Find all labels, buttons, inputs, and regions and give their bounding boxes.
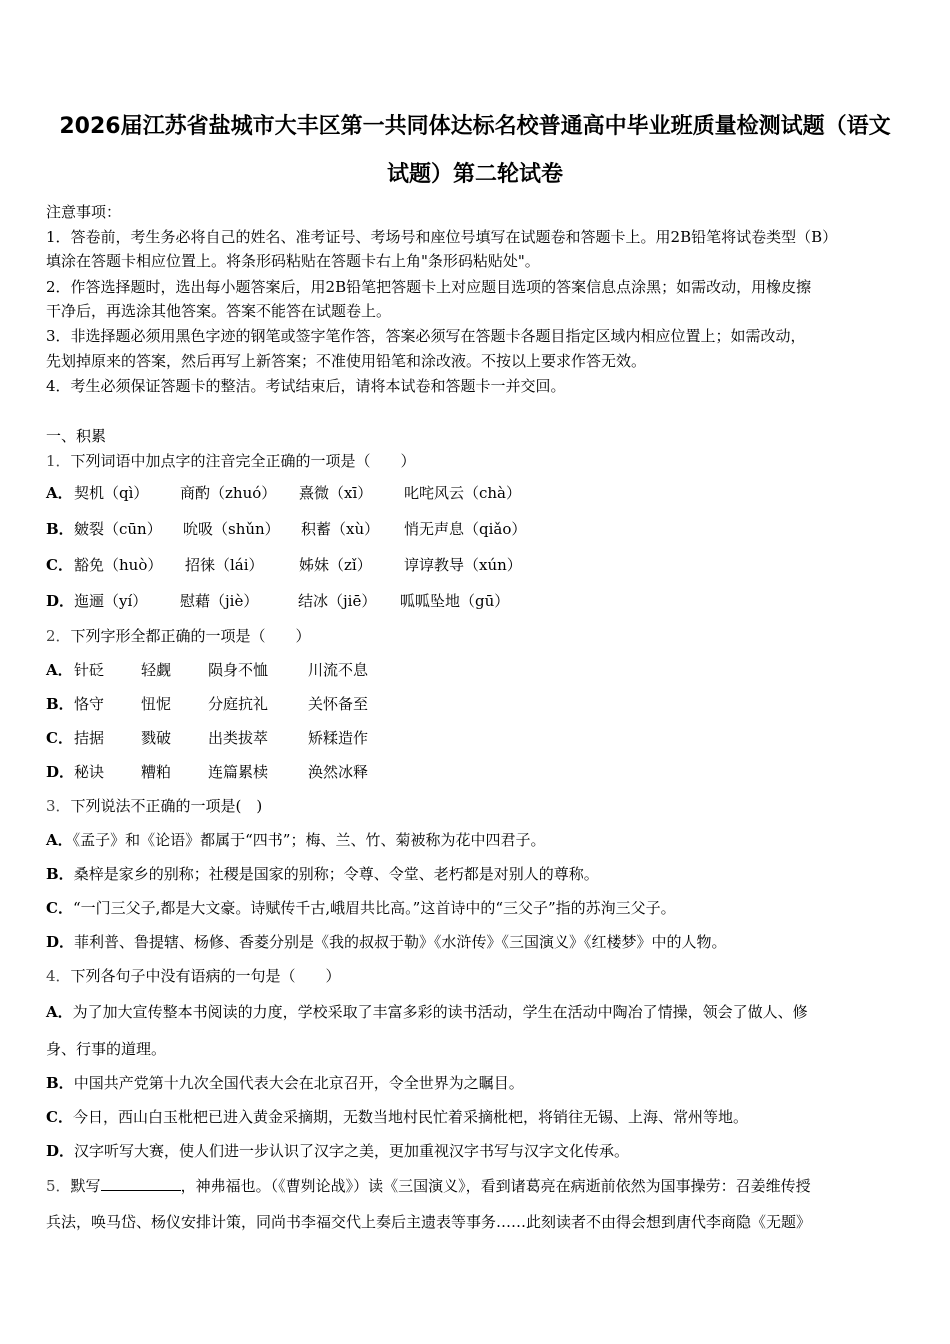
q3-option-c (46, 898, 676, 918)
option-label: B． (46, 520, 74, 538)
question-stem-post: ，神弗福也。（《曹刿论战》）读《三国演义》，看到诸葛亮在病逝前依然为国事操劳：召姜维传授 (180, 1177, 811, 1195)
option-label: A． (46, 661, 73, 679)
option-item: 呱呱坠地（gū） (400, 592, 510, 610)
option-label: D． (46, 763, 75, 781)
question-5 (46, 1176, 811, 1196)
notice-line: 4．考生必须保证答题卡的整洁。考试结束后，请将本试卷和答题卡一并交回。 (46, 377, 566, 395)
option-label: A． (46, 1003, 73, 1021)
option-item: 拮据 (74, 729, 105, 747)
option-item: 悄无声息（qiǎo） (404, 520, 527, 538)
option-item: 恪守 (74, 695, 105, 713)
question-number: 3． (46, 797, 71, 815)
option-label: C． (46, 729, 73, 747)
question-5-line-2: 兵法，唤马岱、杨仪安排计策，同尚书李福交代上奏后主遗表等事务……此刻读者不由得会想到唐代李商隐《无题》 (46, 1213, 812, 1231)
option-item: 针砭 (74, 661, 105, 679)
question-stem: 下列各句子中没有语病的一句是（ ） (70, 967, 341, 985)
option-label: B． (46, 865, 74, 883)
option-text: “一门三父子,都是大文豪。诗赋传千古,峨眉共比高。”这首诗中的“三父子”指的苏洵三父子。 (72, 899, 676, 917)
notice-line: 1．答卷前，考生务必将自己的姓名、准考证号、考场号和座位号填写在试题卷和答题卡上。用2B铅笔将试卷类型（B） (46, 228, 838, 246)
question-number: 2． (46, 627, 71, 645)
option-item: 陨身不恤 (208, 661, 269, 679)
option-item: 迤逦（yí） (74, 592, 148, 610)
question-stem-pre: 默写 (70, 1177, 101, 1195)
option-label: C． (46, 899, 73, 917)
question-stem: 下列说法不正确的一项是( ) (70, 797, 263, 815)
option-item: 谆谆教导（xún） (404, 556, 522, 574)
option-label: D． (46, 592, 75, 610)
q3-option-a (46, 830, 545, 850)
option-label: D． (46, 1142, 75, 1160)
q4-option-b (46, 1073, 524, 1093)
option-label: B． (46, 695, 74, 713)
question-number: 5． (46, 1177, 71, 1195)
question-4 (46, 966, 341, 986)
option-item: 秘诀 (74, 763, 105, 781)
notice-line: 填涂在答题卡相应位置上。将条形码粘贴在答题卡右上角"条形码粘贴处"。 (46, 252, 540, 270)
question-number: 4． (46, 967, 71, 985)
option-item: 戮破 (141, 729, 172, 747)
option-label: C． (46, 556, 73, 574)
option-item: 积蓄（xù） (301, 520, 380, 538)
q4-option-a-continued: 身、行事的道理。 (46, 1040, 167, 1058)
option-label: D． (46, 933, 75, 951)
answer-blank[interactable] (101, 1176, 181, 1191)
q3-option-b (46, 864, 599, 884)
option-text: 中国共产党第十九次全国代表大会在北京召开，令全世界为之瞩目。 (73, 1074, 524, 1092)
option-item: 出类拔萃 (208, 729, 269, 747)
q3-option-d (46, 932, 727, 952)
option-item: 关怀备至 (308, 695, 369, 713)
option-item: 分庭抗礼 (208, 695, 269, 713)
question-1 (46, 451, 416, 471)
option-label: C． (46, 1108, 73, 1126)
question-stem: 下列字形全都正确的一项是（ ） (70, 627, 311, 645)
q4-option-d (46, 1141, 629, 1161)
option-item: 涣然冰释 (308, 763, 369, 781)
exam-title-line-2: 试题）第二轮试卷 (386, 162, 563, 187)
option-item: 结冰（jiē） (298, 592, 377, 610)
option-item: 连篇累椟 (208, 763, 269, 781)
option-item: 轻觑 (141, 661, 172, 679)
option-item: 川流不息 (308, 661, 369, 679)
option-text: 桑梓是家乡的别称；社稷是国家的别称；令尊、令堂、老朽都是对别人的尊称。 (73, 865, 599, 883)
option-item: 招徕（lái） (185, 556, 264, 574)
option-label: B． (46, 1074, 74, 1092)
option-text: 《孟子》和《论语》都属于“四书”；梅、兰、竹、菊被称为花中四君子。 (72, 831, 546, 849)
option-text: 菲利普、鲁提辖、杨修、香菱分别是《我的叔叔于勒》《水浒传》《三国演义》《红楼梦》中的人物。 (74, 933, 727, 951)
option-label: A． (46, 484, 73, 502)
option-item: 慰藉（jiè） (180, 592, 259, 610)
option-text: 今日，西山白玉枇杷已进入黄金采摘期，无数当地村民忙着采摘枇杷，将销往无锡、上海、常州等地。 (72, 1108, 748, 1126)
question-number: 1． (46, 452, 71, 470)
exam-title-line-1: 2026届江苏省盐城市大丰区第一共同体达标名校普通高中毕业班质量检测试题（语文 (59, 114, 891, 139)
option-item: 叱咤风云（chà） (404, 484, 522, 502)
q4-option-c (46, 1107, 748, 1127)
question-stem: 下列词语中加点字的注音完全正确的一项是（ ） (70, 452, 416, 470)
notice-line: 先划掉原来的答案，然后再写上新答案；不准使用铅笔和涂改液。不按以上要求作答无效。 (46, 352, 647, 370)
option-item: 忸怩 (141, 695, 172, 713)
notice-line: 干净后，再选涂其他答案。答案不能答在试题卷上。 (46, 302, 392, 320)
option-text: 汉字听写大赛，使人们进一步认识了汉字之美，更加重视汉字书写与汉字文化传承。 (74, 1142, 630, 1160)
notice-line: 2．作答选择题时，选出每小题答案后，用2B铅笔把答题卡上对应题目选项的答案信息点涂黑；如需改动，用橡皮擦 (46, 278, 812, 296)
question-3 (46, 796, 262, 816)
option-item: 吮吸（shǔn） (183, 520, 280, 538)
option-item: 契机（qì） (74, 484, 149, 502)
section-heading: 一、积累 (46, 427, 107, 445)
option-label: A． (46, 831, 73, 849)
notice-heading: 注意事项： (46, 203, 122, 221)
q4-option-a (46, 1002, 808, 1022)
option-item: 矫糅造作 (308, 729, 369, 747)
option-text: 为了加大宣传整本书阅读的力度，学校采取了丰富多彩的读书活动，学生在活动中陶冶了情操，领会了做人、修 (72, 1003, 808, 1021)
notice-line: 3．非选择题必须用黑色字迹的钢笔或签字笔作答，答案必须写在答题卡各题目指定区域内相应位置上；如需改动， (46, 327, 806, 345)
option-item: 糟粕 (141, 763, 172, 781)
option-item: 豁免（huò） (74, 556, 163, 574)
option-item: 姊妹（zǐ） (299, 556, 372, 574)
question-2 (46, 626, 311, 646)
option-item: 商酌（zhuó） (180, 484, 277, 502)
option-item: 皴裂（cūn） (74, 520, 162, 538)
option-item: 熹微（xī） (299, 484, 373, 502)
